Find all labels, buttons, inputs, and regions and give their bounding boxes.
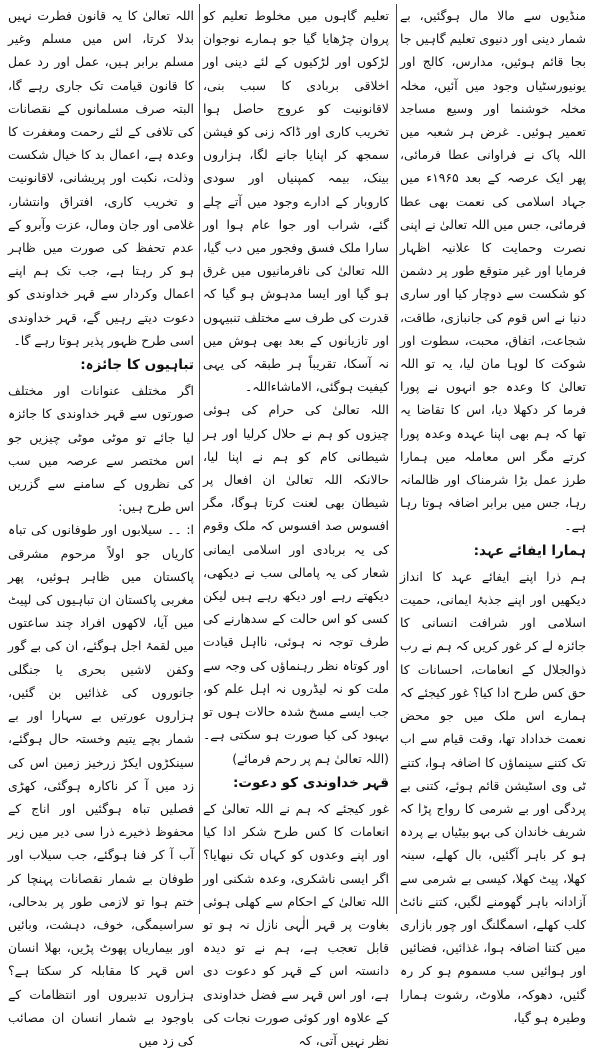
paragraph: اللہ تعالیٰ کی حرام کی ہوئی چیزوں کو ہم نے حلال کرلیا اور ہر شیطانی کام کو ہم نے اپنا لیا، حالانکہ اللہ تعالیٰ ان افعال پر شیطان بھی لعنت کرتا ہوگا، مگر افسوس صد افسوس کہ ملک وقوم کی یہ بربادی اور اسلامی ایمانی شعار کی یہ پامالی سب نے دیکھی، دیکھتے رہے اور دیکھ رہے ہیں لیکن کسی کو اس حالت کے سدھارنے کی طرف توجہ نہ ہوئی، نااہل قیادت اور کوتاہ نظر رہنماؤں کی وجہ سے ملت کو نہ لیڈروں نہ اہل علم کو، جب ایسے مسخ شدہ حالات ہوں تو بہبود کی کیا صورت ہو سکتی ہے۔ (اللہ تعالیٰ ہم پر رحم فرمائے) (203, 402, 389, 766)
paragraph: ا: ۔۔ سیلابوں اور طوفانوں کی تباہ کاریاں جو اولاً مرحوم مشرقی پاکستان میں ظاہر ہوئیں، پھر مغربی پاکستان ان تباہیوں کی لپیٹ میں آیا، لاکھوں افراد چند ساعتوں میں لقمۂ اجل ہوگئے، ان کی بے گور وکفن لاشیں بحری یا جنگلی جانوروں کی غذائیں بن گئیں، ہزاروں عورتیں بے سہارا اور بے شمار بچے یتیم وخستہ حال ہوگئے، سینکڑوں ایکڑ زرخیز زمین اس کی زد میں آ کر ناکارہ ہوگئی، کھڑی فصلیں تباہ ہوگئیں اور اناج کے محفوظ ذخیرے ذرا سی دیر میں زیر آب آ کر فنا ہوگئے، جب سیلاب اور طوفان بے شمار نقصانات پہنچا کر ختم ہوا تو لازمی طور پر بدحالی، سراسیمگی، خوف، دہشت، وبائیں اور بیماریاں پھوٹ پڑیں، بھلا انسان اس قہر کا مقابلہ کر سکتا ہے؟ ہزاروں تدبیروں اور انتظامات کے باوجود بے شمار انسان ان مصائب کی زد میں (8, 522, 194, 1048)
column-middle (203, 4, 389, 1048)
column-divider (396, 4, 397, 914)
paragraph: اگر مختلف عنوانات اور مختلف صورتوں سے قہر خداوندی کا جائزہ لیا جائے تو موٹی موٹی چیزیں جو اس مختصر سے عرصہ میں سب کی نظروں کے سامنے سے گزریں اس طرح ہیں: (8, 383, 194, 515)
paragraph: غور کیجئے کہ ہم نے اللہ تعالیٰ کے انعامات کا کس طرح شکر ادا کیا اور اپنے وعدوں کو کہاں تک نبھایا؟ اگر ایسی ناشکری، وعدہ شکنی اور اللہ تعالیٰ کے احکام سے کھلی ہوئی بغاوت پر قہر الٰہی نازل نہ ہو تو قابل تعجب ہے، ہم نے تو دیدہ دانستہ اس کے قہر کو دعوت دی ہے، اور اس قہر سے فضل خداوندی کے علاوہ اور کوئی صورت نجات کی نظر نہیں آتی، کہ (203, 800, 389, 1048)
paragraph: منڈیوں سے مالا مال ہوگئیں، بے شمار دینی اور دنیوی تعلیم گاہیں جا بجا قائم ہوئیں، مدارس، کالج اور یونیورسٹیاں وجود میں آئیں، مخلہ مخلہ خوشنما اور وسیع مساجد تعمیر ہوئیں۔ غرض ہر شعبہ میں اللہ پاک نے فراوانی عطا فرمائی، پھر ایک عرصہ کے بعد ۱۹۶۵ء میں جہاد اسلامی کی نعمت بھی عطا فرمائی، جس میں اللہ تعالیٰ نے اپنی نصرت وحمایت کا علانیہ اظہار فرمایا اور غیر متوقع طور پر دشمن کو شکست سے دوچار کیا اور ساری دنیا نے اس قوم کی جانبازی، طاقت، شجاعت، اتفاق، محبت، سطوت اور شوکت کا لوہا مان لیا، یہ تو اللہ تعالیٰ کا وعدہ جو انہوں نے پورا فرما کر دکھلا دیا، اس کا تقاضا یہ تھا کہ ہم بھی اپنا عہدہ وعدہ پورا کرتے مگر اس معاملہ میں ہمارا طرز عمل بڑا شرمناک اور ظالمانہ رہا، جس میں برابر اضافہ ہوتا رہا ہے۔ (400, 8, 586, 534)
paragraph: ہم ذرا اپنے ایفائے عہد کا انداز دیکھیں اور اپنے جذبۂ ایمانی، حمیت اسلامی اور شرافت انسانی کا جائزہ لے کر غور کریں کہ ہم نے رب ذوالجلال کے انعامات، احسانات کا حق کس طرح ادا کیا؟ غور کیجئے کہ ہمارے اس ملک میں جو محض نعمت خداداد تھا، وقت قیام سے اب تک کتنے سینماؤں کا اضافہ ہوا، کتنے ٹی وی اسٹیشن قائم ہوئے، کتنی بے پردگی اور بے شرمی کا رواج پڑا کہ شریف خاندان کی بہو بیٹیاں بے پردہ ہو کر باہر آگئیں، بال کھلے، سینہ کھلا، پیٹ کھلا، کیسی بے شرمی سے آزادانہ باہر گھومنے لگیں، کتنے نائٹ کلب کھلے، اسمگلنگ اور چور بازاری میں کتنا اضافہ ہوا، غذائیں، فضائیں اور ہوائیں سب مسموم ہو کر رہ گئیں، دھوکہ، ملاوٹ، رشوت ہمارا وطیرہ ہو گیا، (400, 568, 586, 1025)
section-heading: ہمارا ایفائے عہد: (473, 542, 586, 559)
paragraph: تعلیم گاہوں میں مخلوط تعلیم کو پروان چڑھایا گیا جو ہمارے نوجوان لڑکوں اور لڑکیوں کے لئے دینی اور اخلاقی بربادی کا سبب بنی، لاقانونیت کو عروج حاصل ہوا تخریب کاری اور ڈاکہ زنی کو فیشن سمجھ کر اپنایا جانے لگا، ہزاروں بینک، بیمہ کمپنیاں اور سودی کاروبار کے ادارے وجود میں آتے چلے گئے، شراب اور جوا عام ہوا اور سارا ملک فسق وفجور میں دب گیا، اللہ تعالیٰ کی نافرمانیوں میں غرق ہو گیا اور ایسا مدہوش ہو گیا کہ قدرت کی طرف سے مختلف تنبیہوں اور تازیانوں کے بعد بھی ہوش میں نہ آسکا، تقریباً ہر طبقہ کی یہی کیفیت ہوگئی، الاماشاءاللہ۔ (203, 8, 389, 395)
column-right (400, 4, 586, 1025)
column-divider (199, 4, 200, 914)
column-left (8, 4, 194, 1048)
section-heading: قہر خداوندی کو دعوت: (232, 774, 389, 791)
section-heading: تباہیوں کا جائزہ: (80, 357, 194, 374)
paragraph: اللہ تعالیٰ کا یہ قانون فطرت نہیں بدلا کرتا، اس میں مسلم وغیر مسلم برابر ہیں، عمل اور رد عمل کا قانون قیامت تک جاری رہے گا، البتہ صرف مسلمانوں کے نقصانات کی تلافی کے لئے رحمت ومغفرت کا وعدہ ہے، اعمال بد کا خیال شکست وذلت، نکبت اور پریشانی، لاقانونیت و تخریب کاری، افتراق وانتشار، غلامی اور جان ومال، عزت وآبرو کے عدم تحفظ کی صورت میں ظاہر ہو کر رہتا ہے، جب تک ہم اپنے اعمال وکردار سے قہر خداوندی کو دعوت دیتے رہیں گے، قہر خداوندی اسی طرح ظہور پذیر ہوتا رہے گا۔ (8, 8, 194, 348)
